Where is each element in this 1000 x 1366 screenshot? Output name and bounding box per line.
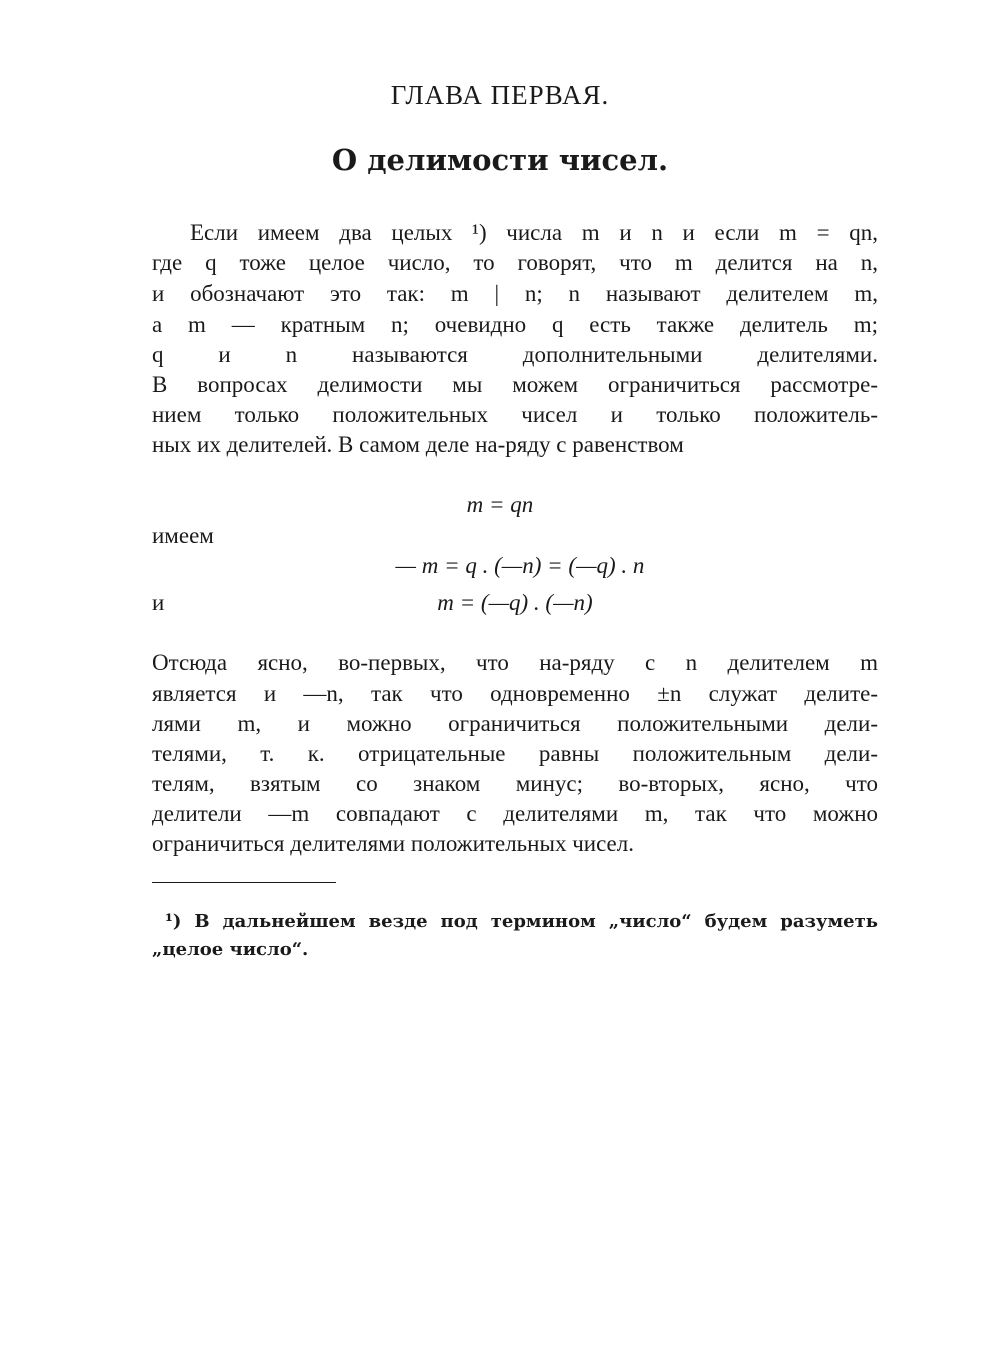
formula-m-eq-qn: m = qn — [466, 492, 534, 517]
paragraph-line: Если имеем два целых ¹) числа m и n и если m = qn, — [190, 220, 878, 245]
formula-m-neg-neg: m = (—q) . (—n) — [437, 590, 593, 615]
paragraph-line: где q тоже целое число, то говорят, что m делится на n, — [152, 250, 878, 275]
chapter-title: О делимости чисел. — [331, 143, 669, 177]
paragraph-line: лями m, и можно ограничиться положительными дели- — [152, 711, 878, 736]
paragraph-line: и обозначают это так: m | n; n называют делителем m, — [152, 281, 878, 306]
paragraph-line: нием только положительных чисел и только положитель- — [152, 402, 878, 427]
paragraph-line: q и n называются дополнительными делителями. — [152, 342, 878, 367]
paragraph-line: ных их делителей. В самом деле на-ряду с равенством — [152, 432, 684, 457]
label-i: и — [152, 590, 165, 615]
paragraph-line: является и —n, так что одновременно ±n служат делите- — [152, 681, 878, 706]
footnote-divider — [152, 882, 336, 883]
formula-neg-m: — m = q . (—n) = (—q) . n — [395, 553, 645, 578]
paragraph-line: a m — кратным n; очевидно q есть также делитель m; — [152, 312, 878, 337]
paragraph-line: Отсюда ясно, во-первых, что на-ряду с n делителем m — [152, 650, 878, 675]
paragraph-line: телями, т. к. отрицательные равны положительным дели- — [152, 741, 878, 766]
paragraph-line: ограничиться делителями положительных чисел. — [152, 831, 634, 856]
paragraph-line: делители —m совпадают с делителями m, так что можно — [152, 801, 878, 826]
paragraph-line: телям, взятым со знаком минус; во-вторых, ясно, что — [152, 771, 878, 796]
footnote-line: ¹) В дальнейшем везде под термином „число“ будем разуметь — [165, 911, 878, 932]
footnote-line: „целое число“. — [152, 939, 309, 960]
paragraph-line: В вопросах делимости мы можем ограничиться рассмотре- — [152, 372, 878, 397]
chapter-label: ГЛАВА ПЕРВАЯ. — [390, 80, 610, 110]
label-imeem: имеем — [152, 523, 214, 548]
